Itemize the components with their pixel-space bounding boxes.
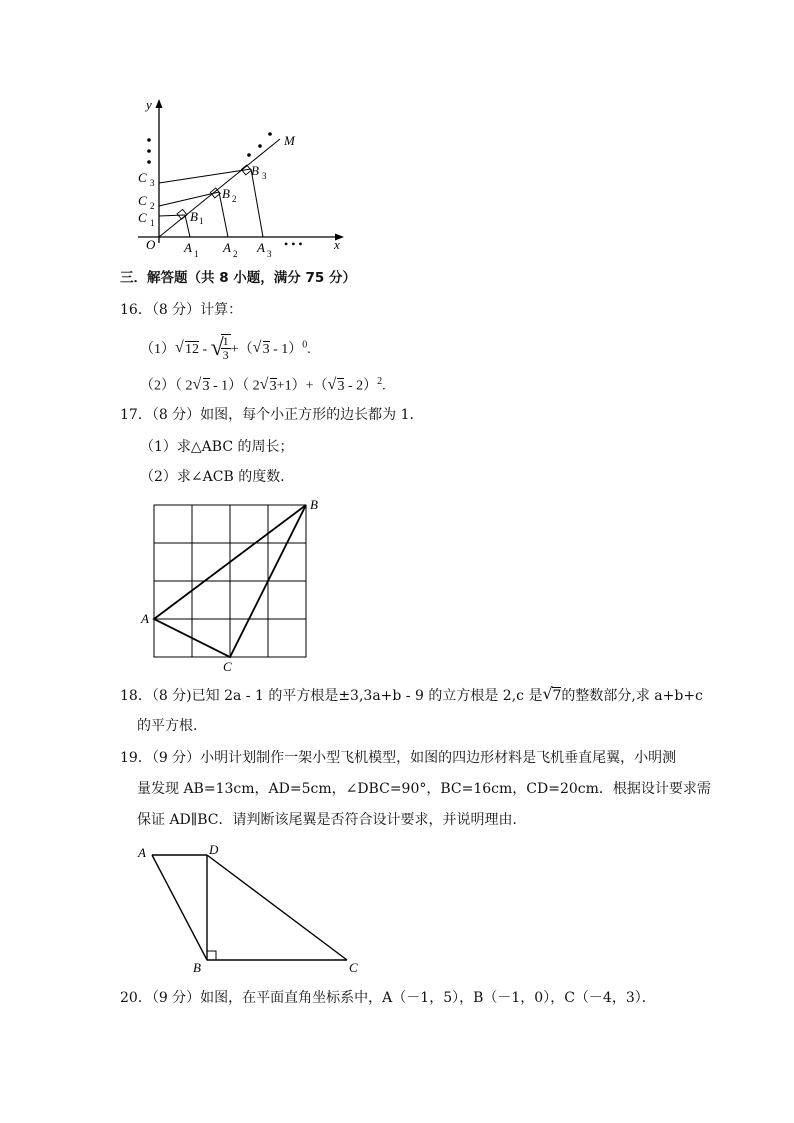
y-axis-arrow xyxy=(156,99,163,108)
segment-AB xyxy=(152,855,207,960)
label-y: y xyxy=(146,97,152,112)
label-A1: A xyxy=(184,240,192,255)
label-A1-sub: 1 xyxy=(194,249,199,259)
q19-line3: 保证 AD∥BC．请判断该尾翼是否符合设计要求，并说明理由． xyxy=(137,812,527,828)
sqrt-7: √ 7 xyxy=(542,684,562,704)
sqrt-3: √ 3 xyxy=(259,375,277,394)
label-A2-sub: 2 xyxy=(233,249,238,259)
dot-y-3 xyxy=(147,160,151,164)
label-C: C xyxy=(349,960,358,975)
q19-line2: 量发现 AB=13cm，AD=5cm，∠DBC=90°，BC=16cm，CD=20cm．根据设计要求需 xyxy=(137,781,711,797)
sqrt-3: √ 3 xyxy=(252,339,270,358)
label-M: M xyxy=(284,133,295,148)
q16-p1-label: （1） xyxy=(140,342,175,358)
dot-m-1 xyxy=(247,153,251,157)
radical-sign-icon: √ xyxy=(542,684,553,703)
label-A: A xyxy=(138,845,146,860)
q17-heading: 17．（8 分）如图，每个小正方形的边长都为 1． xyxy=(120,407,424,423)
grid-triangle-figure xyxy=(138,495,328,675)
sqrt-3: √ 3 xyxy=(192,375,210,394)
sqrt-3: √ 3 xyxy=(327,375,345,394)
label-C1-sub: 1 xyxy=(150,218,155,228)
radical-sign-icon: √ xyxy=(192,375,202,393)
q20-line1: 20．（9 分）如图，在平面直角坐标系中，A（－1，5），B（－1，0），C（－4，3）． xyxy=(120,990,656,1006)
dot-y-2 xyxy=(147,149,151,153)
ray-OM xyxy=(159,139,280,237)
label-D: D xyxy=(209,842,219,857)
q16-part2: （2）（ 2 √ 3 - 1）（ 2 √ 3+1）+（ √ 3 - 2）$^2$. xyxy=(140,372,386,397)
dot-y-1 xyxy=(147,138,151,142)
label-C1: C xyxy=(138,210,147,225)
segment-C2B2 xyxy=(159,192,219,206)
radical-sign-icon: √ xyxy=(259,375,269,393)
section-title: 三．解答题（共 8 小题，满分 75 分） xyxy=(120,270,356,286)
label-x: x xyxy=(334,237,340,252)
dot-m-3 xyxy=(268,132,272,136)
label-A3: A xyxy=(257,240,265,255)
grid xyxy=(154,505,306,657)
coordinate-figure xyxy=(130,95,360,265)
label-A: A xyxy=(141,611,149,626)
radical-sign-icon: √ xyxy=(252,339,262,357)
label-B: B xyxy=(310,497,318,512)
label-C2-sub: 2 xyxy=(150,201,155,211)
label-B2-sub: 2 xyxy=(232,194,237,204)
right-angle-mark-B xyxy=(207,951,216,960)
label-C3: C xyxy=(138,170,147,185)
radical-sign-icon: √ xyxy=(175,339,184,357)
label-C: C xyxy=(223,659,232,674)
segment-C3B3 xyxy=(159,169,251,183)
quadrilateral-figure xyxy=(135,840,375,975)
q18-line2: 的平方根． xyxy=(137,718,207,734)
x-continuation-dots: • • • xyxy=(284,237,303,251)
label-C2: C xyxy=(138,193,147,208)
q17-part2: （2）求∠ACB 的度数． xyxy=(140,469,295,485)
sqrt-12: √ 12 xyxy=(175,339,199,358)
sqrt-frac-one-third: √ $\frac{1}{3}$ xyxy=(210,334,229,362)
label-B3-sub: 3 xyxy=(262,171,267,181)
segment-DC xyxy=(207,855,347,960)
q19-line1: 19．（9 分）小明计划制作一架小型飞机模型，如图的四边形材料是飞机垂直尾翼，小明测 xyxy=(120,750,677,766)
radical-sign-icon: √ xyxy=(327,375,337,393)
label-A2: A xyxy=(223,240,231,255)
q16-heading: 16．（8 分）计算： xyxy=(120,302,243,318)
radical-sign-icon: √ xyxy=(210,335,224,361)
dot-m-2 xyxy=(258,144,262,148)
label-A3-sub: 3 xyxy=(267,249,272,259)
label-C3-sub: 3 xyxy=(150,178,155,188)
label-O: O xyxy=(146,237,156,252)
label-B3: B xyxy=(251,163,259,178)
q16-part1: （1） √ 12 - √ $\frac{1}{3}$ +（ √ 3 - 1）$^0$. xyxy=(140,334,311,364)
segment-C1B1 xyxy=(159,215,185,216)
q17-part1: （1）求△ABC 的周长； xyxy=(140,439,294,455)
label-B1-sub: 1 xyxy=(199,216,204,226)
label-B: B xyxy=(193,960,201,975)
label-B2: B xyxy=(222,186,230,201)
label-B1: B xyxy=(190,209,198,224)
q18-line1: 18．（8 分)已知 2a - 1 的平方根是±3,3a+b - 9 的立方根是 2,c 是 √ 7的整数部分,求 a+b+c xyxy=(120,684,703,704)
